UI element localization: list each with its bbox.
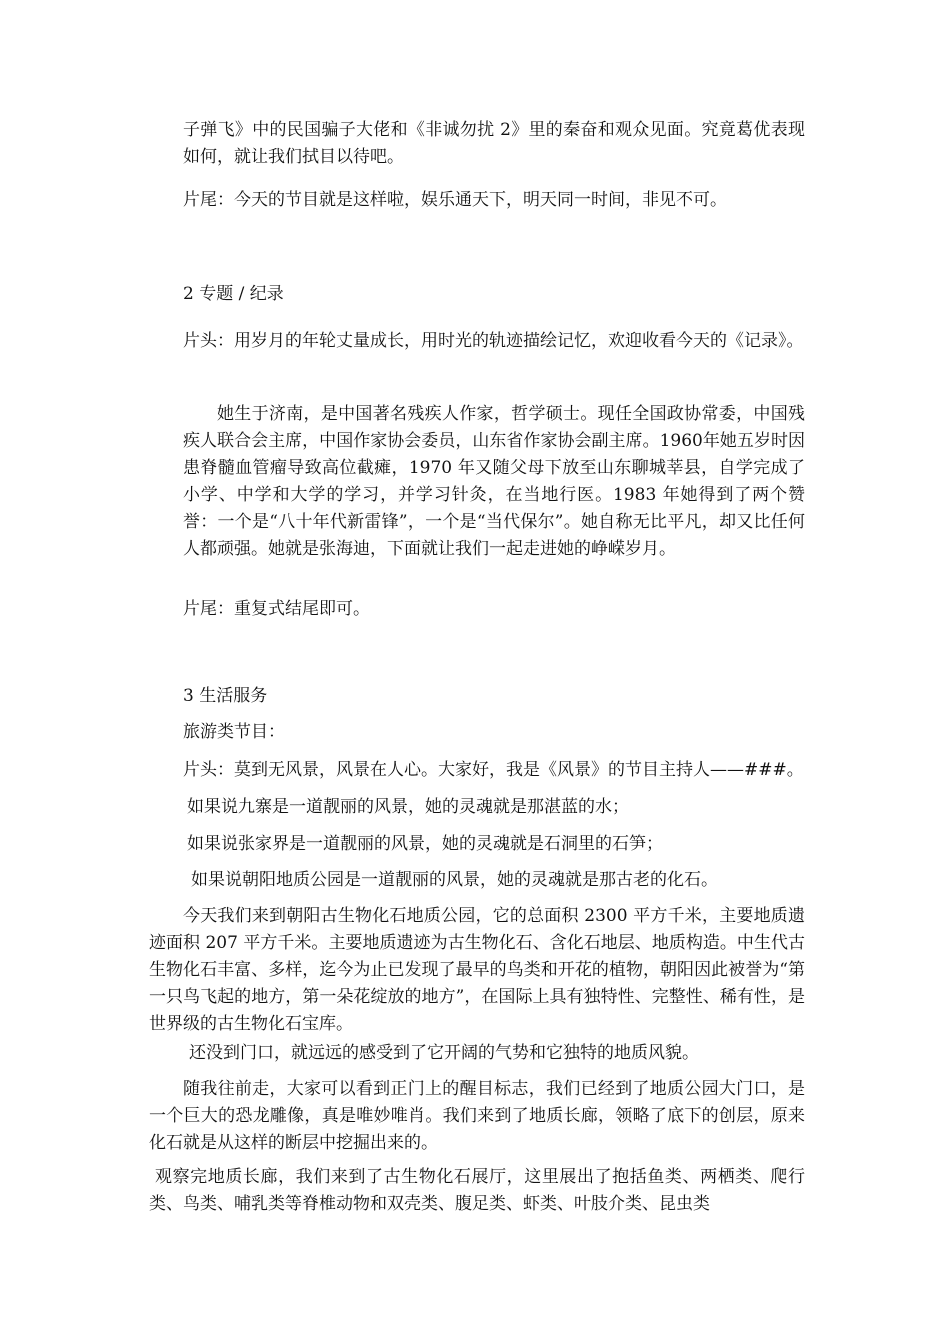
paragraph-exhibition: 观察完地质长廊，我们来到了古生物化石展厅，这里展出了抱括鱼类、两栖类、爬行类、鸟类、哺乳类等脊椎动物和双壳类、腹足类、虾类、叶肢介类、昆虫类	[149, 1167, 805, 1214]
paragraph-travel-label: 旅游类节目：	[183, 722, 285, 742]
paragraph-jiuzhai: 如果说九寨是一道靓丽的风景，她的灵魂就是那湛蓝的水；	[187, 797, 629, 817]
paragraph-ending-documentary: 片尾：重复式结尾即可。	[183, 599, 370, 619]
paragraph-ending-entertainment: 片尾：今天的节目就是这样啦，娱乐通天下，明天同一时间，非见不可。	[183, 190, 727, 210]
section-heading-life-service: 3 生活服务	[183, 686, 268, 706]
paragraph-zhangjiajie: 如果说张家界是一道靓丽的风景，她的灵魂就是石洞里的石笋；	[187, 834, 663, 854]
paragraph-opening-travel: 片头：莫到无风景，风景在人心。大家好，我是《风景》的节目主持人——###。	[183, 760, 804, 780]
paragraph-opening-documentary: 片头：用岁月的年轮丈量成长，用时光的轨迹描绘记忆，欢迎收看今天的《记录》。	[183, 331, 804, 351]
paragraph-gate: 随我往前走，大家可以看到正门上的醒目标志，我们已经到了地质公园大门口，是一个巨大的恐龙雕像，真是唯妙唯肖。我们来到了地质长廊，领略了底下的创层，原来化石就是从这样的断层中挖掘出来的。	[149, 1079, 805, 1153]
paragraph-chaoyang: 如果说朝阳地质公园是一道靓丽的风景，她的灵魂就是那古老的化石。	[191, 870, 718, 890]
paragraph-park-intro: 今天我们来到朝阳古生物化石地质公园，它的总面积 2300 平方千米，主要地质遗迹面积 207 平方千米。主要地质遗迹为古生物化石、含化石地层、地质构造。中生代古生物化石丰富、多样，迄今为止已发现了最早的鸟类和开花的植物，朝阳因此被誉为“第一只鸟飞起的地方，第一朵花绽放的地方”，在国际上具有独特性、完整性、稀有性，是世界级的古生物化石宝库。	[149, 906, 805, 1034]
paragraph-documentary-body: 她生于济南，是中国著名残疾人作家，哲学硕士。现任全国政协常委，中国残疾人联合会主席，中国作家协会委员，山东省作家协会副主席。1960年她五岁时因患脊髓血管瘤导致高位截瘫，1970 年又随父母下放至山东聊城莘县，自学完成了小学、中学和大学的学习，并学习针灸，在当地行医。1983 年她得到了两个赞誉：一个是“八十年代新雷锋”，一个是“当代保尔”。她自称无比平凡，却又比任何人都顽强。她就是张海迪，下面就让我们一起走进她的峥嵘岁月。	[183, 404, 805, 559]
paragraph-intro-continuation: 子弹飞》中的民国骗子大佬和《非诚勿扰 2》里的秦奋和观众见面。究竟葛优表现如何，就让我们拭目以待吧。	[183, 120, 805, 167]
paragraph-approach: 还没到门口，就远远的感受到了它开阔的气势和它独特的地质风貌。	[189, 1043, 699, 1063]
section-heading-documentary: 2 专题 / 纪录	[183, 284, 284, 304]
